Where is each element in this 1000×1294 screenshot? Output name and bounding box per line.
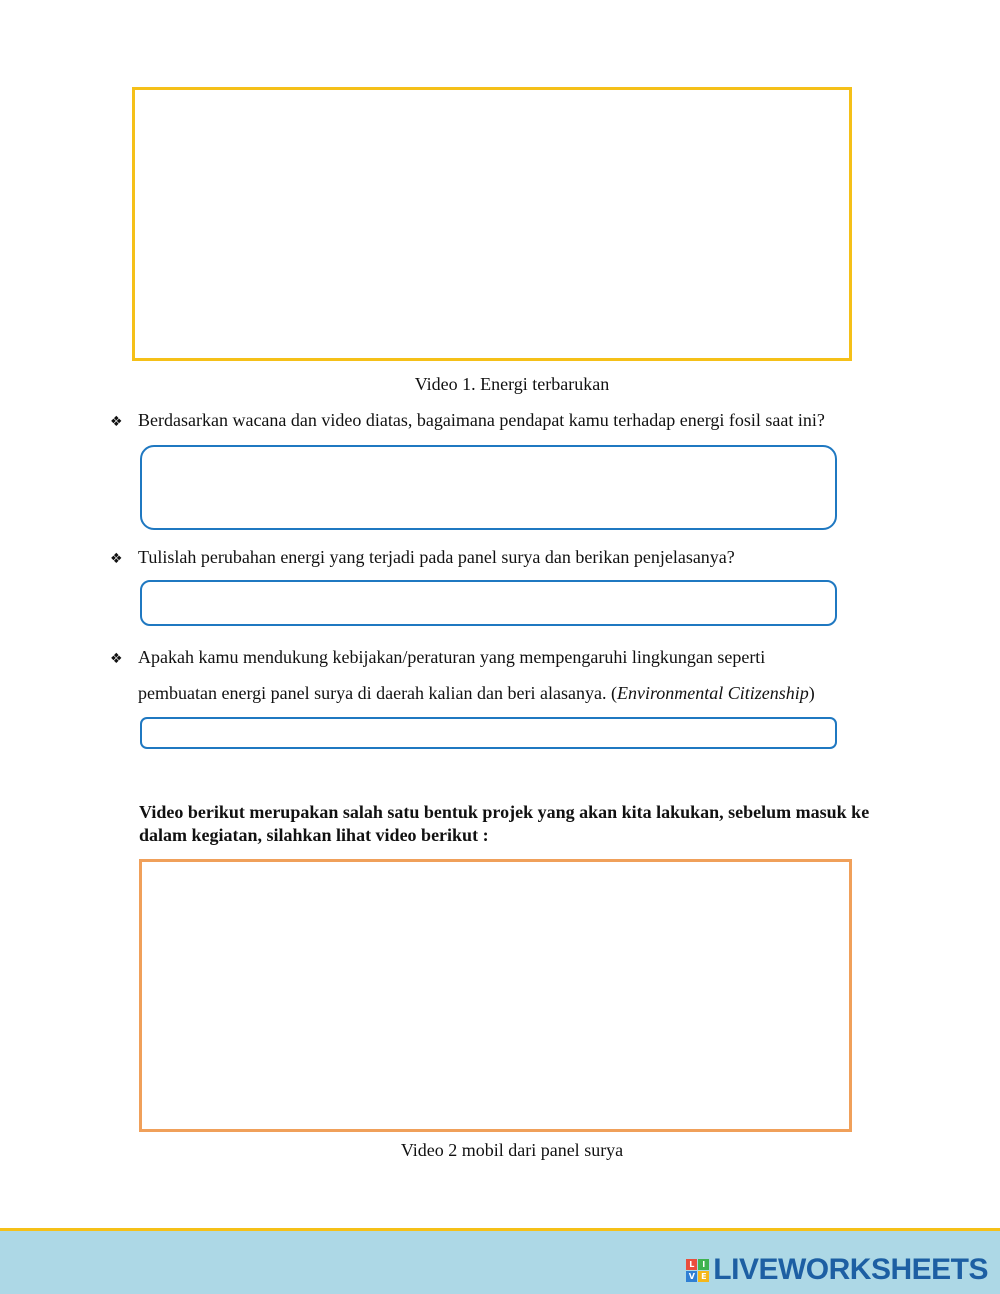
answer-1-input[interactable] xyxy=(140,445,837,530)
video-1-frame[interactable] xyxy=(132,87,852,361)
project-intro-text: Video berikut merupakan salah satu bentuk projek yang akan kita lakukan, sebelum masuk ke dalam kegiatan, silahkan lihat video berikut : xyxy=(139,802,870,845)
diamond-bullet-icon: ❖ xyxy=(110,414,123,430)
question-1-text: Berdasarkan wacana dan video diatas, bagaimana pendapat kamu terhadap energi fosil saat ini? xyxy=(138,410,825,430)
question-3-italic-term: Environmental Citizenship xyxy=(616,683,809,703)
question-3-line-1: Apakah kamu mendukung kebijakan/peraturan yang mempengaruhi lingkungan seperti xyxy=(138,647,766,667)
question-2 xyxy=(110,540,735,576)
liveworksheets-logo-text: LIVEWORKSHEETS xyxy=(713,1253,988,1286)
video-2-frame[interactable] xyxy=(139,859,852,1132)
logo-letter-e: E xyxy=(698,1271,709,1282)
diamond-bullet-icon: ❖ xyxy=(110,551,123,567)
answer-3-input[interactable] xyxy=(140,717,837,749)
question-1 xyxy=(110,403,825,439)
logo-letter-v: V xyxy=(686,1271,697,1282)
liveworksheets-logo-icon xyxy=(686,1259,709,1282)
question-3-line-2-suffix: ) xyxy=(808,683,815,703)
diamond-bullet-icon: ❖ xyxy=(110,651,123,667)
question-3 xyxy=(110,640,910,710)
logo-letter-l: L xyxy=(686,1259,697,1270)
footer-bar xyxy=(0,1228,1000,1294)
logo-letter-i: I xyxy=(698,1259,709,1270)
video-1-caption: Video 1. Energi terbarukan xyxy=(414,374,610,394)
answer-2-input[interactable] xyxy=(140,580,837,626)
question-2-text: Tulislah perubahan energi yang terjadi pada panel surya dan berikan penjelasanya? xyxy=(138,547,735,567)
question-3-line-2-prefix: pembuatan energi panel surya di daerah kalian dan beri alasanya. ( xyxy=(138,683,617,703)
liveworksheets-logo[interactable] xyxy=(686,1253,988,1287)
question-3-line-2 xyxy=(110,676,910,710)
video-2-caption: Video 2 mobil dari panel surya xyxy=(400,1140,624,1160)
